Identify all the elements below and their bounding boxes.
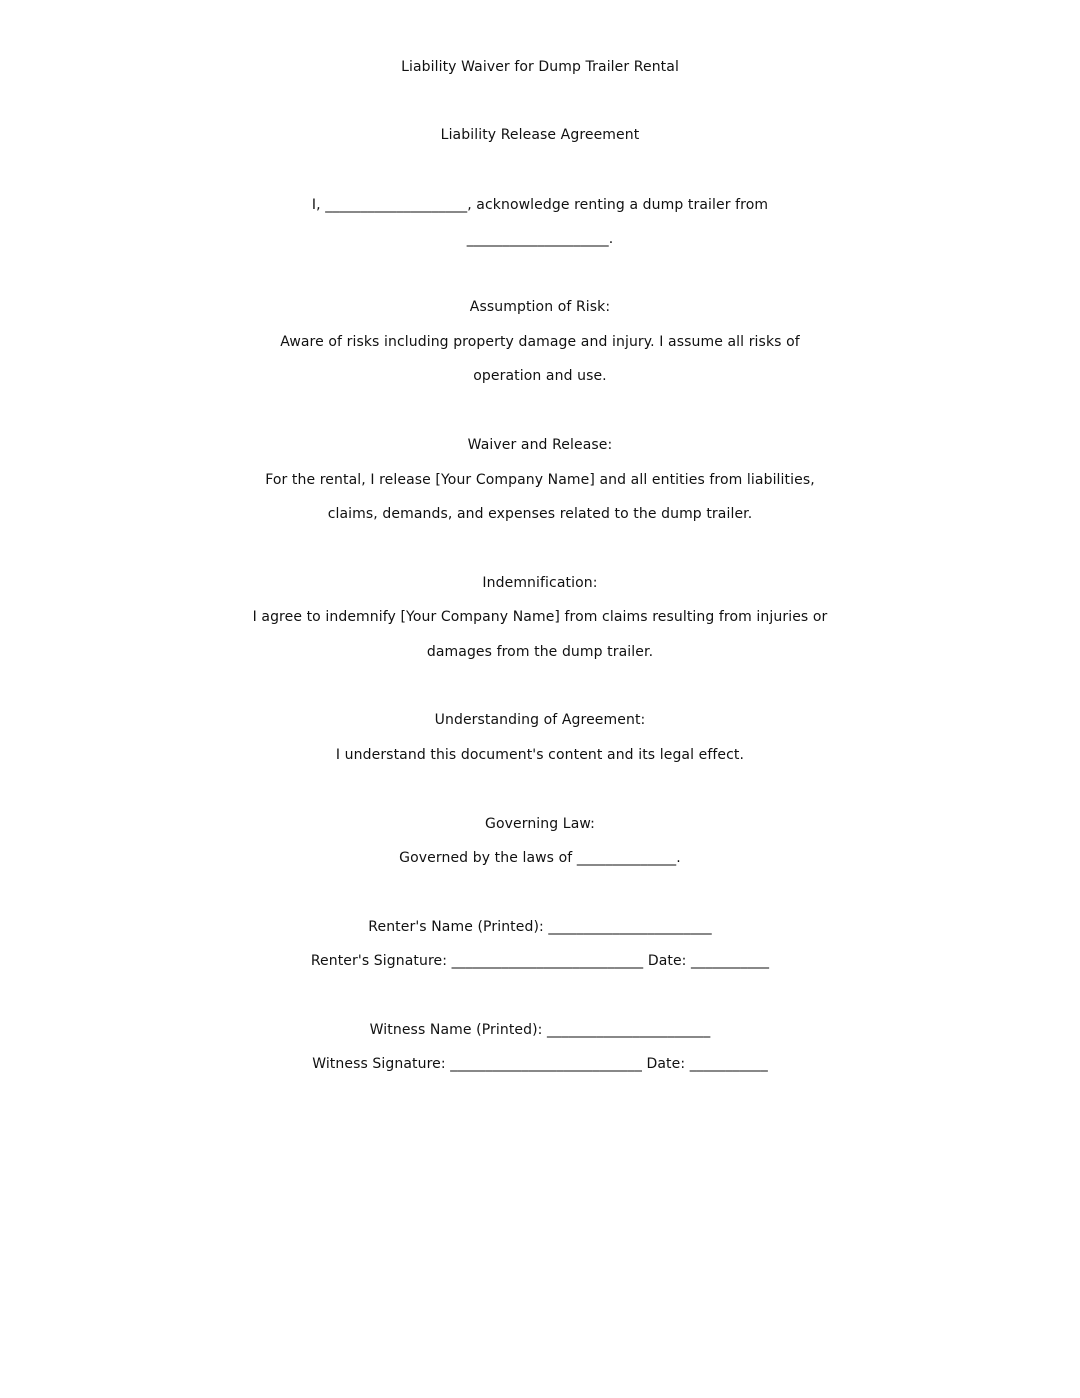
section-text-indemnification: I agree to indemnify [Your Company Name] from claims resulting from injuries or bbox=[252, 609, 828, 625]
witness-signature-line: Witness Signature: ___________________________ Date: ___________ bbox=[312, 1056, 768, 1072]
section-text-assumption-of-risk: Aware of risks including property damage and injury. I assume all risks of bbox=[280, 334, 800, 350]
section-heading-understanding: Understanding of Agreement: bbox=[434, 712, 646, 728]
section-heading-indemnification: Indemnification: bbox=[482, 575, 598, 591]
intro-line-2: ____________________. bbox=[466, 231, 614, 247]
section-heading-waiver-and-release: Waiver and Release: bbox=[467, 437, 613, 453]
document-subtitle: Liability Release Agreement bbox=[440, 127, 640, 143]
section-text-waiver-and-release: For the rental, I release [Your Company Name] and all entities from liabilities, bbox=[265, 472, 815, 488]
section-text-indemnification: damages from the dump trailer. bbox=[426, 644, 654, 660]
section-heading-assumption-of-risk: Assumption of Risk: bbox=[469, 299, 611, 315]
renter-signature-line: Renter's Signature: ___________________________ Date: ___________ bbox=[310, 953, 770, 969]
witness-name-line: Witness Name (Printed): _______________________ bbox=[369, 1022, 711, 1038]
renter-name-line: Renter's Name (Printed): _______________________ bbox=[368, 919, 712, 935]
section-heading-governing-law: Governing Law: bbox=[485, 816, 595, 832]
section-text-waiver-and-release: claims, demands, and expenses related to the dump trailer. bbox=[327, 506, 753, 522]
section-text-assumption-of-risk: operation and use. bbox=[473, 368, 607, 384]
document-title: Liability Waiver for Dump Trailer Rental bbox=[401, 59, 679, 75]
section-text-governing-law: Governed by the laws of ______________. bbox=[399, 850, 681, 866]
section-text-understanding: I understand this document's content and its legal effect. bbox=[335, 747, 745, 763]
intro-line-1: I, ____________________, acknowledge renting a dump trailer from bbox=[311, 197, 769, 213]
